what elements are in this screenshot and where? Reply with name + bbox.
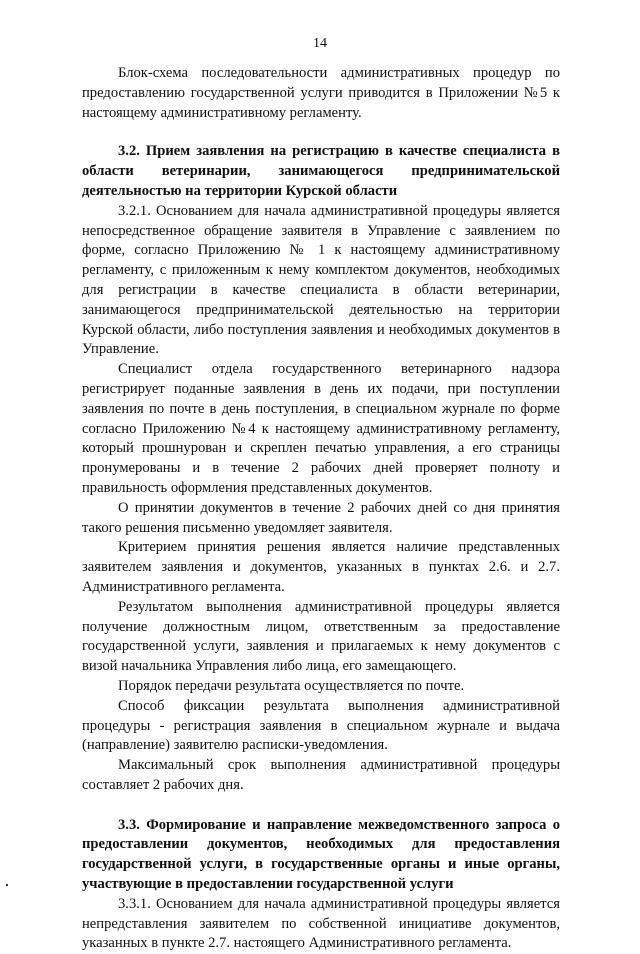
section-3-3-heading: 3.3. Формирование и направление межведомственного запроса о предоставлении документов, необходимых для предоставления государственной услуги, в государственные органы и иные органы, участвующие в предоставлении государственной услуги xyxy=(82,816,560,893)
spacer xyxy=(82,123,560,142)
section-3-2-paragraph-6: Порядок передачи результата осуществляется по почте. xyxy=(118,677,465,694)
section-3-2-paragraph-7: Способ фиксации результата выполнения административной процедуры - регистрация заявления в специальном журнале и выдача (направление) заявителю расписки-уведомления. xyxy=(82,697,560,754)
section-3-2-paragraph-8: Максимальный срок выполнения административной процедуры составляет 2 рабочих дня. xyxy=(82,757,560,793)
page-content xyxy=(82,64,560,954)
section-3-3-paragraph-1: 3.3.1. Основанием для начала административной процедуры является непредставления заявителем по собственной инициативе документов, указанных в пункте 2.7. настоящего Административного регламента. xyxy=(82,895,560,952)
section-3-2-heading: 3.2. Прием заявления на регистрацию в качестве специалиста в области ветеринарии, занимающегося предпринимательской деятельностью на территории Курской области xyxy=(82,143,560,199)
section-3-2-paragraph-4: Критерием принятия решения является наличие представленных заявителем заявления и документов, указанных в пунктах 2.6. и 2.7. Административного регламента. xyxy=(82,539,560,595)
scan-edge-mark xyxy=(6,884,8,886)
section-3-2-paragraph-5: Результатом выполнения административной процедуры является получение должностным лицом, ответственным за предоставление государственной услуги, заявления и прилагаемых к нему документов с визой начальника Управления либо лица, его замещающего. xyxy=(82,598,560,675)
section-3-2-paragraph-3: О принятии документов в течение 2 рабочих дней со дня принятия такого решения письменно уведомляет заявителя. xyxy=(82,499,560,536)
page-number: 14 xyxy=(313,36,327,51)
section-3-2-paragraph-1: 3.2.1. Основанием для начала административной процедуры является непосредственное обращение заявителя в Управление с заявлением по форме, согласно Приложению № 1 к настоящему административному регламенту, с приложенным к нему комплектом документов, необходимых для регистрации в качестве специалиста в области ветеринарии, занимающегося предпринимательской деятельностью на территории Курской области, либо поступления заявления и необходимых документов в Управление. xyxy=(82,202,560,358)
intro-paragraph: Блок-схема последовательности административных процедур по предоставлению государственной услуги приводится в Приложении №5 к настоящему административному регламенту. xyxy=(82,65,560,121)
spacer xyxy=(82,796,560,816)
section-3-2-paragraph-2: Специалист отдела государственного ветеринарного надзора регистрирует поданные заявления в день их подачи, при поступлении заявления по почте в день поступления, в специальном журнале по форме согласно Приложению №4 к настоящему административному регламенту, который прошнурован и скреплен печатью управления, а его страницы пронумерованы и в течение 2 рабочих дней проверяет полноту и правильность оформления представленных документов. xyxy=(82,361,560,496)
